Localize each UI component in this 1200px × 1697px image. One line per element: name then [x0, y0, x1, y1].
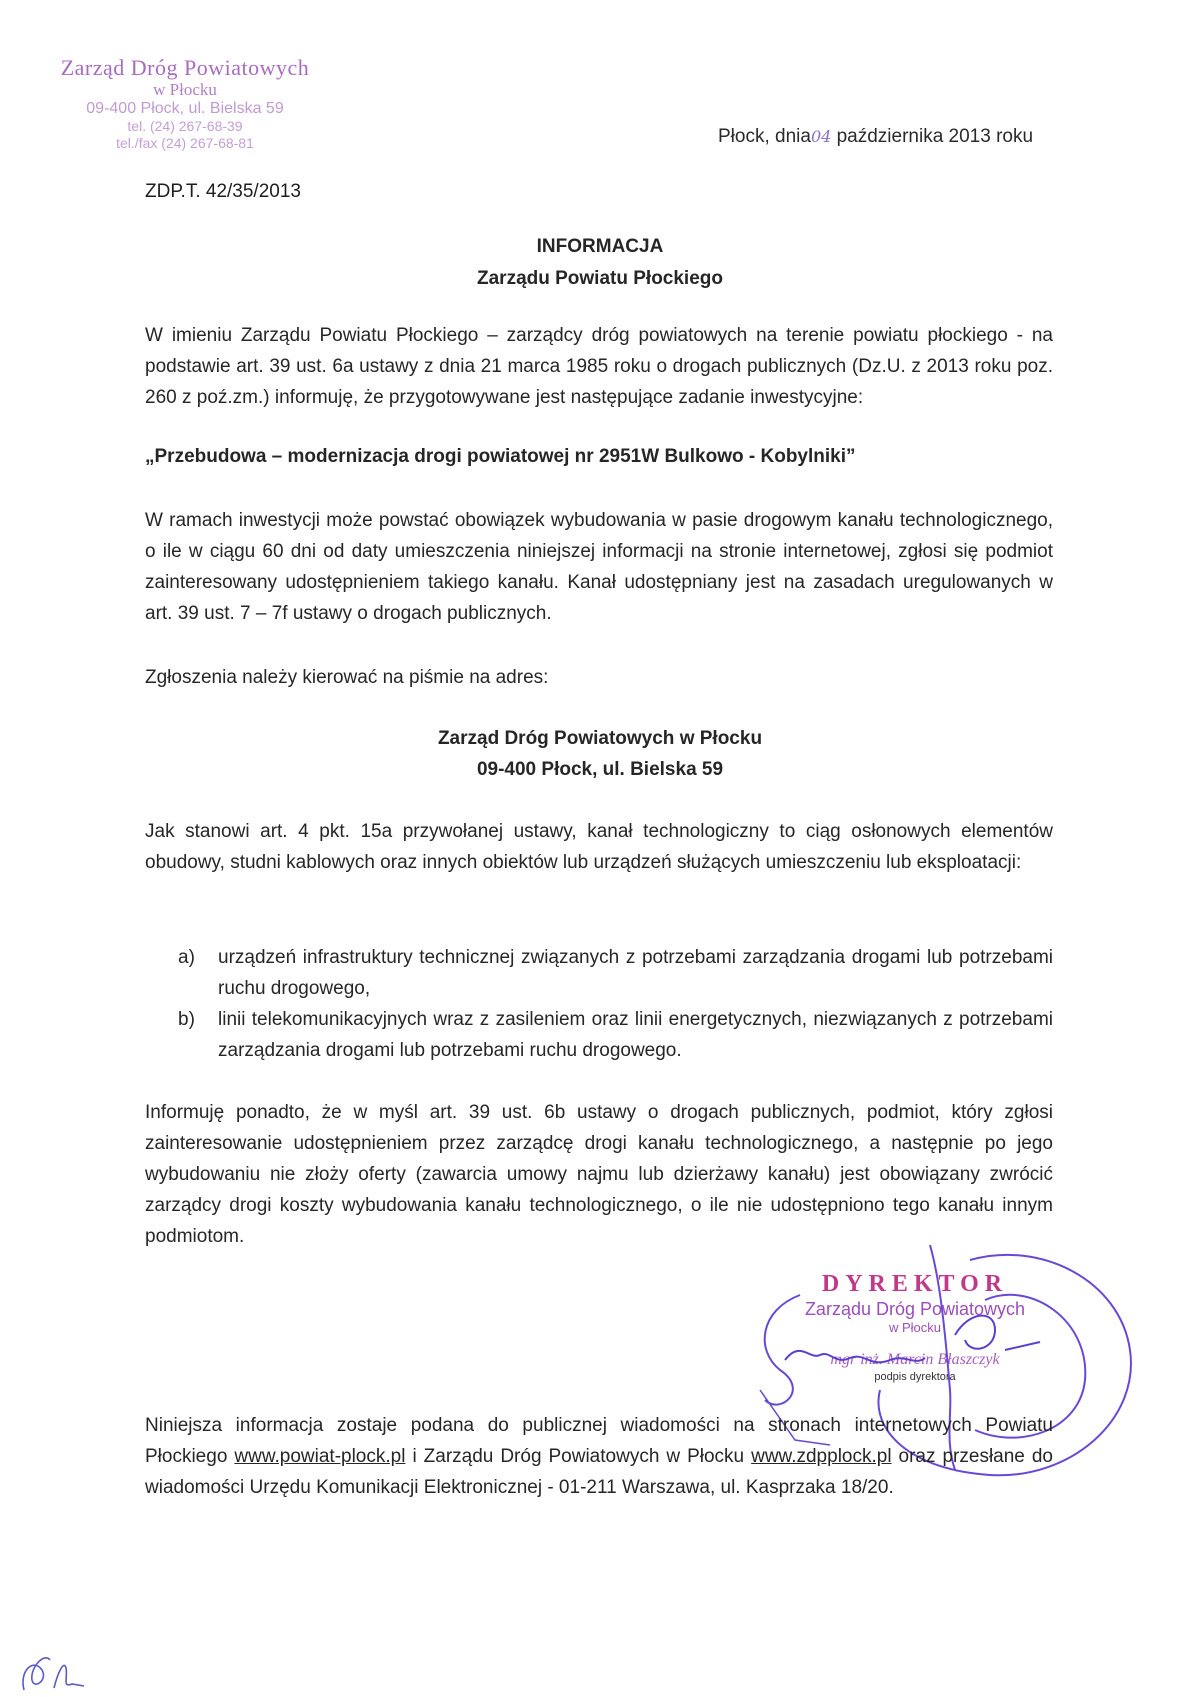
date-prefix: Płock, dnia [718, 126, 811, 147]
stamp-phone: tel. (24) 267-68-39 [127, 118, 243, 134]
footer-text-2: i Zarządu Dróg Powiatowych w Płocku [405, 1446, 752, 1467]
footer-text-3: oraz przesłane do wiadomości Urzędu Komunikacji Elektronicznej - 01-211 Warszawa, ul. Kasprzaka 18/20. [145, 1446, 1053, 1498]
stamp-address: 09-400 Płock, ul. Bielska 59 [86, 100, 284, 117]
paragraph-definition: Jak stanowi art. 4 pkt. 15a przywołanej ustawy, kanał technologiczny to ciąg osłonowych elementów obudowy, studni kablowych oraz innych obiektów lub urządzeń służących umieszczeniu lub eksploatacji: [145, 821, 1053, 873]
list-item [178, 942, 1053, 1004]
link-zdp-plock[interactable]: www.zdpplock.pl [751, 1446, 892, 1467]
date-day-handwritten: 04 [810, 127, 832, 146]
footer-text-1: Niniejsza informacja zostaje podana do publicznej wiadomości na stronach internetowych Powiatu Płockiego [145, 1415, 1053, 1467]
director-org-line-1: Zarządu Dróg Powiatowych [804, 1299, 1026, 1319]
paragraph-submission: Zgłoszenia należy kierować na piśmie na adres: [145, 667, 549, 688]
title-line-1: INFORMACJA [536, 236, 664, 257]
list-item [178, 1004, 1053, 1066]
list-marker: b) [178, 1009, 195, 1030]
list-item-text: linii telekomunikacyjnych wraz z zasileniem oraz linii energetycznych, niezwiązanych z potrzebami zarządzania drogami lub potrzebami ruchu drogowego. [218, 1009, 1053, 1061]
paragraph-intro: W imieniu Zarządu Powiatu Płockiego – zarządcy dróg powiatowych na terenie powiatu płockiego - na podstawie art. 39 ust. 6a ustawy z dnia 21 marca 1985 roku o drogach publicznych (Dz.U. z 2013 roku poz. 260 z poź.zm.) informuję, że przygotowywane jest następujące zadanie inwestycyjne: [145, 325, 1053, 408]
document-date [718, 126, 1033, 148]
investment-task-title: „Przebudowa – modernizacja drogi powiatowej nr 2951W Bulkowo - Kobylniki” [145, 446, 856, 467]
list-item-text: urządzeń infrastruktury technicznej związanych z potrzebami zarządzania drogami lub potrzebami ruchu drogowego, [218, 947, 1053, 999]
director-org-line-2: w Płocku [888, 1320, 942, 1335]
document-title [0, 231, 1200, 295]
title-line-2: Zarządu Powiatu Płockiego [477, 268, 723, 289]
stamp-org-name: Zarząd Dróg Powiatowych [60, 55, 310, 80]
address-line-1: Zarząd Dróg Powiatowych w Płocku [437, 728, 763, 749]
director-title: DYREKTOR [821, 1271, 1009, 1297]
reference-number: ZDP.T. 42/35/2013 [145, 181, 301, 202]
handwritten-initials [14, 1650, 94, 1694]
paragraph-obligation: W ramach inwestycji może powstać obowiązek wybudowania w pasie drogowym kanału technologicznego, o ile w ciągu 60 dni od daty umieszczenia niniejszej informacji na stronie internetowej, zgłosi się podmiot zainteresowany udostępnieniem takiego kanału. Kanał udostępniany jest na zasadach uregulowanych w art. 39 ust. 7 – 7f ustawy o drogach publicznych. [145, 510, 1053, 624]
definition-list [178, 942, 1053, 1066]
address-line-2: 09-400 Płock, ul. Bielska 59 [476, 759, 724, 780]
date-suffix: października 2013 roku [831, 126, 1034, 147]
signature-caption: podpis dyrektora [874, 1371, 956, 1383]
stamp-city: w Płocku [153, 80, 217, 99]
stamp-fax: tel./fax (24) 267-68-81 [116, 135, 254, 151]
paragraph-costs: Informuję ponadto, że w myśl art. 39 ust. 6b ustawy o drogach publicznych, podmiot, który zgłosi zainteresowanie udostępnieniem przez zarządcę drogi kanału technologicznego, a następnie po jego wybudowaniu nie złoży oferty (zawarcia umowy najmu lub dzierżawy kanału) jest obowiązany zwrócić zarządcy drogi koszty wybudowania kanału technologicznego, o ile nie udostępniono tego kanału innym podmiotom. [145, 1102, 1053, 1247]
paragraph-publication [145, 1410, 1053, 1503]
sender-stamp [40, 56, 330, 152]
link-powiat-plock[interactable]: www.powiat-plock.pl [234, 1446, 406, 1467]
list-marker: a) [178, 947, 195, 968]
director-name: mgr inż. Marcin Błaszczyk [830, 1351, 1000, 1368]
